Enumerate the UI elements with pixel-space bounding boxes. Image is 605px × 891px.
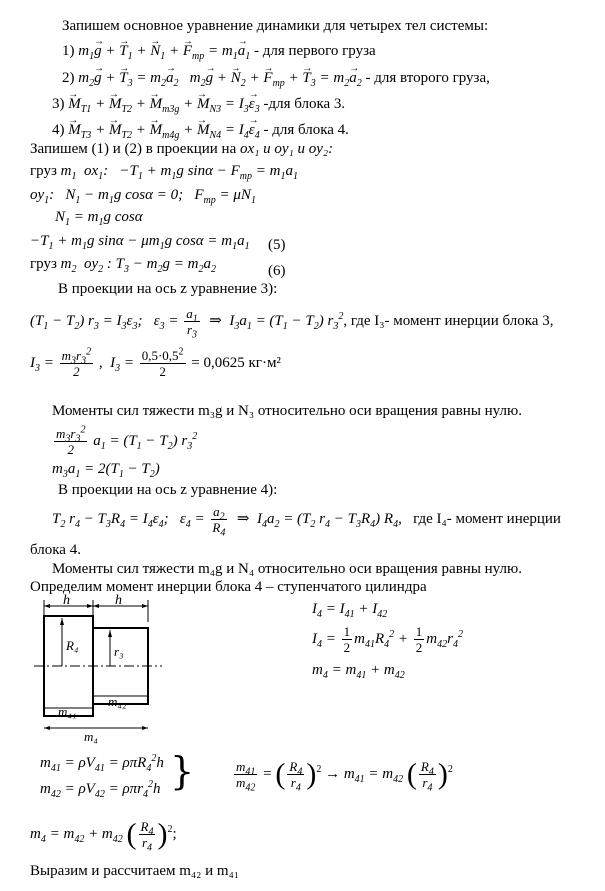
inertia4-intro: Определим момент инерции блока 4 – ступенчатого цилиндра [30, 579, 427, 595]
dim-h1: h [63, 594, 70, 608]
label-m4: m₄ [84, 729, 98, 744]
oy1-projection: $oy_1$: $N_1 - m_1g$ cosα = 0; $F_{тр} = \mu N_1$ [30, 187, 256, 206]
equation-4: $4) \to M_{T3}$ + → $M_{T2}$ + → $M_{m4g}$ + → $M_{N4} = I_4\to \varepsilon_4$ - для блока 4. [52, 121, 349, 139]
equation-6-number: (6) [268, 263, 286, 279]
load1-projection: груз $m_1$ $ox_1$: $-T_1 + m_1g$ $\sin\alpha - F_{тр} = m_1a_1$ [30, 163, 298, 182]
m4-final-equation: $m_4 = m_{42} + m_{42}$ ( $\frac{R_4}{r_4}$ )$^2$; [30, 817, 177, 854]
equation-2: 2) $m_2\to g$ + → $T_3 = m_2\to a_2$ $m_2\to g$ + → $N_2$ + → $F_{тр}$ + → $T_3 = m_2\to a_2$ - для второго груза, [62, 69, 490, 87]
moments4: Моменты сил тяжести m₄g и N₄ относительно оси вращения равны нулю. [52, 561, 522, 577]
i3a1-equation: $\frac{m_3r_3^2}{2}$ $a_1 = (T_1 - T_2)$ $r_3^2$ [56, 424, 198, 458]
m4-sum-equation: $m_4 = m_{41} + m_{42}$ [312, 662, 405, 681]
block4-text: блока 4. [30, 542, 81, 558]
right-brace: } [170, 749, 195, 793]
z4-intro: В проекции на ось z уравнение 4): [58, 482, 278, 498]
equation-3: $3) \to M_{T1}$ + → $M_{T2}$ + → $M_{m3g}$ + → $M_{N3} = I_3\to \varepsilon_3$ -для блока 3. [52, 95, 345, 113]
dim-h2: h [115, 594, 122, 608]
moments3: Моменты сил тяжести m₃g и N₃ относительно оси вращения равны нулю. [52, 403, 522, 419]
mass-ratio-equation: $\frac{m_{41}}{m_{42}}$ = ( $\frac{R_4}{r_4}$ )$^2 \to m_{41} = m_{42}$ ( $\frac{R_4}{r_4}$ )$^2$ [236, 757, 453, 794]
projection-intro: Запишем (1) и (2) в проекции на ox₁ и oy₁ и oy₂: [30, 141, 334, 157]
load2-projection: груз $m_2$ $oy_2$ : $T_3 - m_2g = m_2a_2$ [30, 256, 216, 275]
label-m42: m₄₂ [108, 694, 127, 709]
n1-expression: $N_1 = m_1g$ cosα [55, 209, 143, 228]
z3-equation: $(T_1 - T_2) r_3 = I_3\varepsilon_3$; $\varepsilon_3$ = $\frac{a_1}{r_3}$ ⇒ $I_3a_1 = (T_1 - T_2)$ $r_3^2$, где I₃- момент инерции блока 3, [30, 306, 554, 341]
i3-equation: $I_3$ = $\frac{m_3r_3^2}{2}$ , $I_3$ = $\frac{0,5\cdot 0,5^2}{2}$ = 0,0625 кг·м² [30, 346, 281, 380]
label-r4: R₄ [66, 638, 79, 653]
heading: Запишем основное уравнение динамики для четырех тел системы: [62, 18, 489, 34]
label-r3: r₃ [114, 644, 124, 659]
label-m41: m₄₁ [58, 704, 77, 719]
z4-equation: $T_2$ $r_4 - T_3R_4 = I_4\varepsilon_4$; $\varepsilon_4$ = $\frac{a_2}{R_4}$ ⇒ $I_4a_2 = (T_2$ $r_4 - T_3R_4$) $R_4$, где I₄- момент инерции [52, 504, 561, 539]
i4-expanded-equation: $I_4$ = $\frac{1}{2}$ $m_{41}R_4^2$ + $\frac{1}{2}$ $m_{42}r_4^2$ [312, 624, 463, 656]
i4-sum-equation: $I_4 = I_{41} + I_{42}$ [312, 601, 388, 620]
m3a1-equation: $m_3a_1 = 2(T_1 - T_2)$ [52, 461, 160, 480]
equation-5-number: (5) [268, 237, 286, 253]
z3-intro: В проекции на ось z уравнение 3): [58, 281, 278, 297]
stepped-cylinder-diagram [30, 594, 180, 744]
m41-equation: $m_{41} = \rho V_{41} = \rho\pi R_4^2h$ [40, 753, 164, 774]
equation-5: $-T_1 + m_1g$ $\sin\alpha - \mu m_1g$ $\cos\alpha = m_1a_1$ [30, 233, 250, 252]
final-text: Выразим и рассчитаем m₄₂ и m₄₁ [30, 863, 240, 879]
equation-1: 1) $m_1\to g$ + → $T_1$ + → $N_1$ + → $F_{тр} = m_1\to a_1$ - для первого груза [62, 42, 376, 60]
m42-equation: $m_{42} = \rho V_{42} = \rho\pi r_4^2h$ [40, 779, 161, 800]
